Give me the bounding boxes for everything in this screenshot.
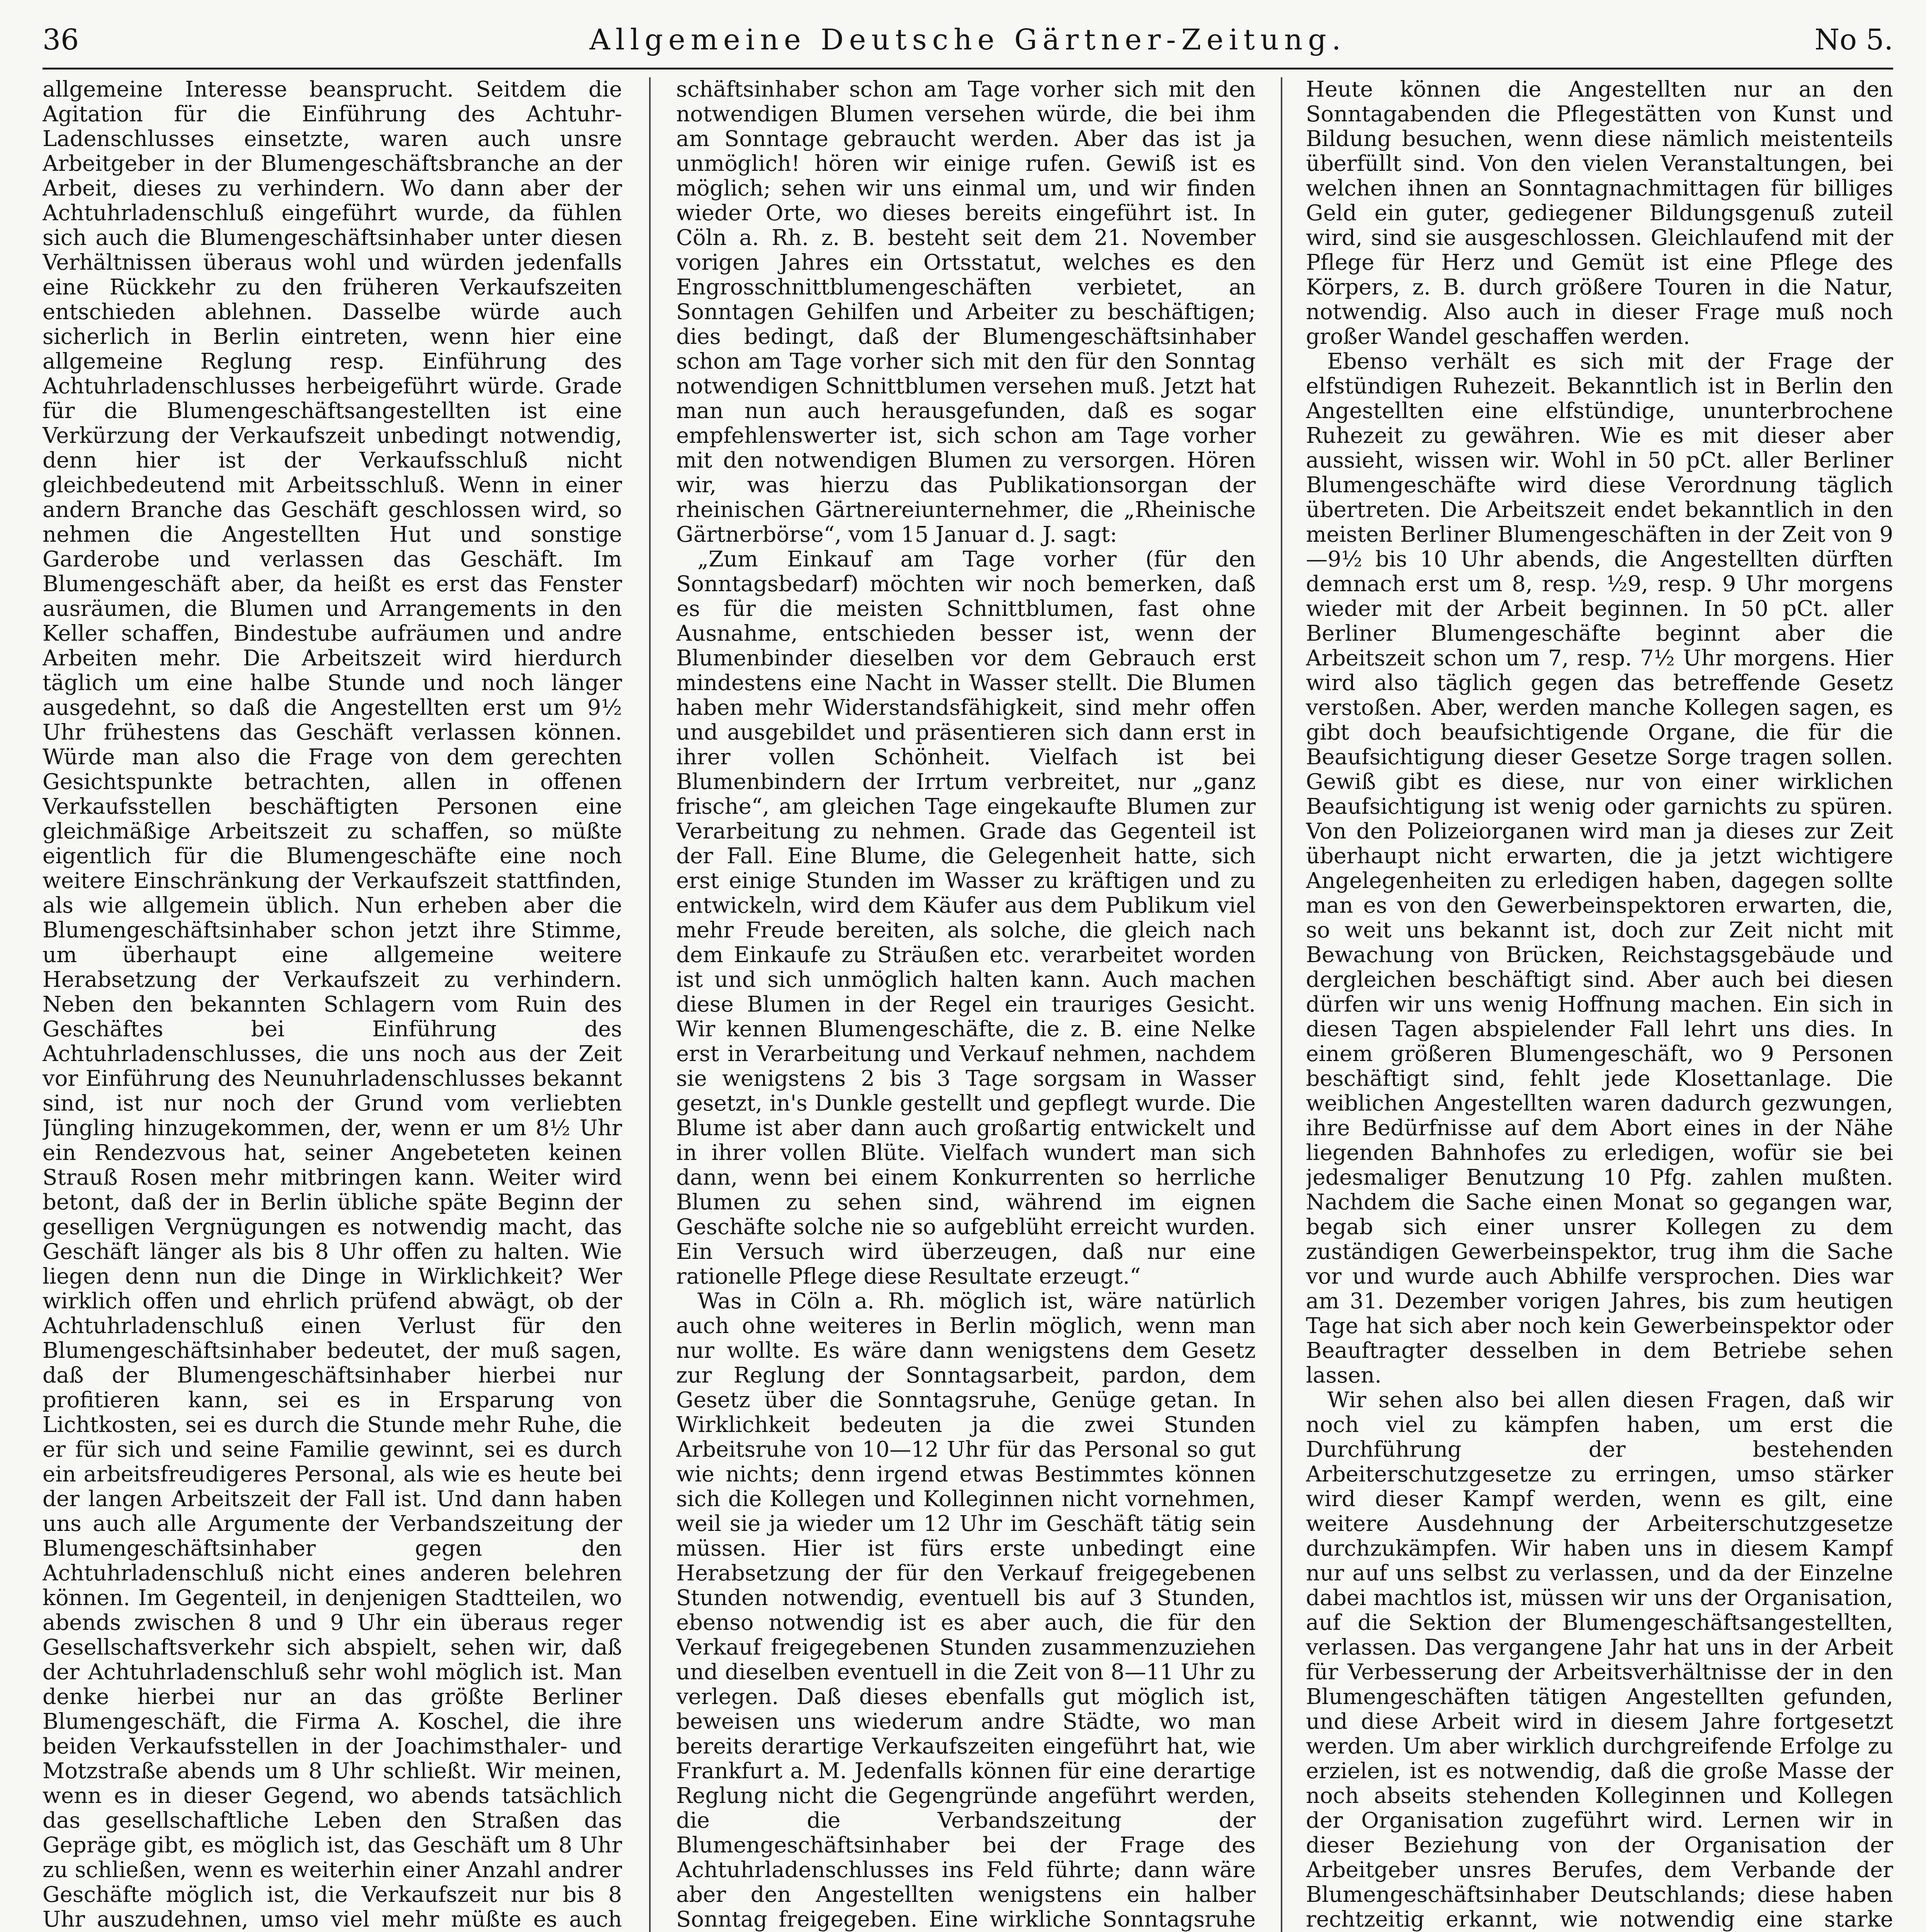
column-divider [649,77,651,1932]
article-paragraph: schäftsinhaber schon am Tage vorher sich mit den notwendigen Blumen versehen würde, die bei ihm am Sonntage gebraucht werden. Aber das ist ja unmöglich! hören wir einige rufen. Gewiß ist es möglich; sehen wir uns einmal um, und wir finden wieder Orte, wo dieses bereits eingeführt ist. In Cöln a. Rh. z. B. besteht seit dem 21. November vorigen Jahres ein Ortsstatut, welches es den Engrosschnittblumengeschäften verbietet, an Sonntagen Gehilfen und Arbeiter zu beschäftigen; dies bedingt, daß der Blumengeschäftsinhaber schon am Tage vorher sich mit den für den Sonntag notwendigen Schnittblumen versehen muß. Jetzt hat man nun auch herausgefunden, daß es sogar empfehlenswerter ist, sich schon am Tage vorher mit den notwendigen Blumen zu versorgen. Hören wir, was hierzu das Publikationsorgan der rheinischen Gärtnereiunternehmer, die „Rheinische Gärtnerbörse“, vom 15 Januar d. J. sagt: [676,77,1256,547]
column-divider [1281,77,1282,1932]
quote-paragraph: „Zum Einkauf am Tage vorher (für den Sonntagsbedarf) möchten wir noch bemerken, daß es für die meisten Schnittblumen, fast ohne Ausnahme, entschieden besser ist, wenn der Blumenbinder dieselben vor dem Gebrauch erst mindestens eine Nacht in Wasser stellt. Die Blumen haben mehr Widerstandsfähigkeit, sind mehr offen und ausgebildet und präsentieren sich dann erst in ihrer vollen Schönheit. Vielfach ist bei Blumenbindern der Irrtum verbreitet, nur „ganz frische“, am gleichen Tage eingekaufte Blumen zur Verarbeitung zu nehmen. Grade das Gegenteil ist der Fall. Eine Blume, die Gelegenheit hatte, sich erst einige Stunden im Wasser zu kräftigen und zu entwickeln, wird dem Käufer aus dem Publikum viel mehr Freude bereiten, als solche, die gleich nach dem Einkaufe zu Sträußen etc. verarbeitet worden ist und sich unmöglich halten kann. Auch machen diese Blumen in der Regel ein trauriges Gesicht. Wir kennen Blumengeschäfte, die z. B. eine Nelke erst in Verarbeitung und Verkauf nehmen, nachdem sie wenigstens 2 bis 3 Tage sorgsam in Wasser gesetzt, in's Dunkle gestellt und gepflegt wurde. Die Blume ist aber dann auch großartig entwickelt und in ihrer vollen Blüte. Vielfach wundert man sich dann, wenn bei einem Konkurrenten so herrliche Blumen zu sehen sind, während im eignen Geschäfte solche nie so aufgeblüht erreicht wurden. Ein Versuch wird überzeugen, daß nur eine rationelle Pflege diese Resultate erzeugt.“ [676,547,1256,1289]
article-paragraph: Wir sehen also bei allen diesen Fragen, daß wir noch viel zu kämpfen haben, um erst die Durchführung der bestehenden Arbeiterschutzgesetze zu erringen, umso stärker wird dieser Kampf werden, wenn es gilt, eine weitere Ausdehnung der Arbeiterschutzgesetze durchzukämpfen. Wir haben uns in diesem Kampf nur auf uns selbst zu verlassen, und da der Einzelne dabei machtlos ist, müssen wir uns der Organisation, auf die Sektion der Blumengeschäftsangestellten, verlassen. Das vergangene Jahr hat uns in der Arbeit für Verbesserung der Arbeitsverhältnisse der in den Blumengeschäften tätigen Angestellten gefunden, und diese Arbeit wird in diesem Jahre fortgesetzt werden. Um aber wirklich durchgreifende Erfolge zu erzielen, ist es notwendig, daß die große Masse der noch abseits stehenden Kolleginnen und Kollegen der Organisation zugeführt wird. Lernen wir in dieser Beziehung von der Organisation der Arbeitgeber unsres Berufes, dem Verbande der Blumengeschäftsinhaber Deutschlands; diese haben rechtzeitig erkannt, wie notwendig eine starke [1306,1388,1893,1932]
article-paragraph: Ebenso verhält es sich mit der Frage der elfstündigen Ruhezeit. Bekanntlich ist in Berlin den Angestellten eine elfstündige, ununterbrochene Ruhezeit zu gewähren. Wie es mit dieser aber aussieht, wissen wir. Wohl in 50 pCt. aller Berliner Blumengeschäfte wird diese Verordnung täglich übertreten. Die Arbeitszeit endet bekanntlich in den meisten Berliner Blumengeschäften in der Zeit von 9—9½ bis 10 Uhr abends, die Angestellten dürften demnach erst um 8, resp. ½9, resp. 9 Uhr morgens wieder mit der Arbeit beginnen. In 50 pCt. aller Berliner Blumengeschäfte beginnt aber die Arbeitszeit schon um 7, resp. 7½ Uhr morgens. Hier wird also täglich gegen das betreffende Gesetz verstoßen. Aber, werden manche Kollegen sagen, es gibt doch beaufsichtigende Organe, die für die Beaufsichtigung dieser Gesetze Sorge tragen sollen. Gewiß gibt es diese, nur von einer wirklichen Beaufsichtigung ist wenig oder garnichts zu spüren. Von den Polizeiorganen wird man ja dieses zur Zeit überhaupt nicht erwarten, die ja jetzt wichtigere Angelegenheiten zu erledigen haben, dagegen sollte man es von den Gewerbeinspektoren erwarten, die, so weit uns bekannt ist, doch zur Zeit nicht mit Bewachung von Brücken, Reichstagsgebäude und dergleichen beschäftigt sind. Aber auch bei diesen dürfen wir uns wenig Hoffnung machen. Ein sich in diesen Tagen abspielender Fall lehrt uns dies. In einem größeren Blumengeschäft, wo 9 Personen beschäftigt sind, fehlt jede Klosettanlage. Die weiblichen Angestellten waren dadurch gezwungen, ihre Bedürfnisse auf dem Abort eines in der Nähe liegenden Bahnhofes zu erledigen, wofür sie bei jedesmaliger Benutzung 10 Pfg. zahlen mußten. Nachdem die Sache einen Monat so gegangen war, begab sich einer unsrer Kollegen zu dem zuständigen Gewerbeinspektor, trug ihm die Sache vor und wurde auch Abhilfe versprochen. Dies war am 31. Dezember vorigen Jahres, bis zum heutigen Tage hat sich aber noch kein Gewerbeinspektor oder Beauftragter desselben in dem Betriebe sehen lassen. [1306,349,1893,1388]
issue-number: No 5. [1814,23,1893,56]
column-2 [676,77,1256,1932]
page-header [42,19,1893,70]
newspaper-page [42,19,1926,1932]
column-3 [1306,77,1893,1932]
page-number: 36 [42,23,79,56]
article-paragraph: Was in Cöln a. Rh. möglich ist, wäre natürlich auch ohne weiteres in Berlin möglich, wenn man nur wollte. Es wäre dann wenigstens dem Gesetz zur Reglung der Sonntagsarbeit, pardon, dem Gesetz über die Sonntagsruhe, Genüge getan. In Wirklichkeit bedeuten ja die zwei Stunden Arbeitsruhe von 10—12 Uhr für das Personal so gut wie nichts; denn irgend etwas Bestimmtes können sich die Kollegen und Kolleginnen nicht vornehmen, weil sie ja wieder um 12 Uhr im Geschäft tätig sein müssen. Hier ist fürs erste unbedingt eine Herabsetzung der für den Verkauf freigegebenen Stunden notwendig, eventuell bis auf 3 Stunden, ebenso notwendig ist es aber auch, die für den Verkauf freigegebenen Stunden zusammenzuziehen und dieselben eventuell in die Zeit von 8—11 Uhr zu verlegen. Daß dieses ebenfalls gut möglich ist, beweisen uns wiederum andre Städte, wo man bereits derartige Verkaufszeiten eingeführt hat, wie Frankfurt a. M. Jedenfalls können für eine derartige Reglung nicht die Gegengründe angeführt werden, die die Verbandszeitung der Blumengeschäftsinhaber bei der Frage des Achtuhrladenschlusses ins Feld führte; dann wäre aber den Angestellten wenigstens ein halber Sonntag freigegeben. Eine wirkliche Sonntagsruhe [676,1289,1256,1932]
newspaper-title: Allgemeine Deutsche Gärtner-Zeitung. [589,23,1346,56]
article-paragraph: Heute können die Angestellten nur an den Sonntagabenden die Pflegestätten von Kunst und Bildung besuchen, wenn diese nämlich meistenteils überfüllt sind. Von den vielen Veranstaltungen, bei welchen ihnen an Sonntagnachmittagen für billiges Geld ein guter, gediegener Bildungsgenuß zuteil wird, sind sie ausgeschlossen. Gleichlaufend mit der Pflege für Herz und Gemüt ist eine Pflege des Körpers, z. B. durch größere Touren in die Natur, notwendig. Also auch in dieser Frage muß noch großer Wandel geschaffen werden. [1306,77,1893,349]
article-paragraph: allgemeine Interesse beansprucht. Seitdem die Agitation für die Einführung des Achtuhr-Ladenschlusses einsetzte, waren auch unsre Arbeitgeber in der Blumengeschäftsbranche an der Arbeit, dieses zu verhindern. Wo dann aber der Achtuhrladenschluß eingeführt wurde, da fühlen sich auch die Blumengeschäftsinhaber unter diesen Verhältnissen überaus wohl und würden jedenfalls eine Rückkehr zu den früheren Verkaufszeiten entschieden ablehnen. Dasselbe würde auch sicherlich in Berlin eintreten, wenn hier eine allgemeine Reglung resp. Einführung des Achtuhrladenschlusses herbeigeführt würde. Grade für die Blumengeschäftsangestellten ist eine Verkürzung der Verkaufszeit unbedingt notwendig, denn hier ist der Verkaufsschluß nicht gleichbedeutend mit Arbeitsschluß. Wenn in einer andern Branche das Geschäft geschlossen wird, so nehmen die Angestellten Hut und sonstige Garderobe und verlassen das Geschäft. Im Blumengeschäft aber, da heißt es erst das Fenster ausräumen, die Blumen und Arrangements in den Keller schaffen, Bindestube aufräumen und andre Arbeiten mehr. Die Arbeitszeit wird hierdurch täglich um eine halbe Stunde und noch länger ausgedehnt, so daß die Angestellten erst um 9½ Uhr frühestens das Geschäft verlassen können. Würde man also die Frage von dem gerechten Gesichtspunkte betrachten, allen in offenen Verkaufsstellen beschäftigten Personen eine gleichmäßige Arbeitszeit zu schaffen, so müßte eigentlich für die Blumengeschäfte eine noch weitere Einschränkung der Verkaufszeit stattfinden, als wie allgemein üblich. Nun erheben aber die Blumengeschäftsinhaber schon jetzt ihre Stimme, um überhaupt eine allgemeine weitere Herabsetzung der Verkaufszeit zu verhindern. Neben den bekannten Schlagern vom Ruin des Geschäftes bei Einführung des Achtuhrladenschlusses, die uns noch aus der Zeit vor Einführung des Neunuhrladenschlusses bekannt sind, ist nur noch der Grund vom verliebten Jüngling hinzugekommen, der, wenn er um 8½ Uhr ein Rendezvous hat, seiner Angebeteten keinen Strauß Rosen mehr mitbringen kann. Weiter wird betont, daß der in Berlin übliche späte Beginn der geselligen Vergnügungen es notwendig macht, das Geschäft länger als bis 8 Uhr offen zu halten. Wie liegen denn nun die Dinge in Wirklichkeit? Wer wirklich offen und ehrlich prüfend abwägt, ob der Achtuhrladenschluß einen Verlust für den Blumengeschäftsinhaber bedeutet, der muß sagen, daß der Blumengeschäftsinhaber hierbei nur profitieren kann, sei es in Ersparung von Lichtkosten, sei es durch die Stunde mehr Ruhe, die er für sich und seine Familie gewinnt, sei es durch ein arbeitsfreudigeres Personal, als wie es heute bei der langen Arbeitszeit der Fall ist. Und dann haben uns auch alle Argumente der Verbandszeitung der Blumengeschäftsinhaber gegen den Achtuhrladenschluß nicht eines anderen belehren können. Im Gegenteil, in denjenigen Stadtteilen, wo abends zwischen 8 und 9 Uhr ein überaus reger Gesellschaftsverkehr sich abspielt, sehen wir, daß der Achtuhrladenschluß sehr wohl möglich ist. Man denke hierbei nur an das größte Berliner Blumengeschäft, die Firma A. Koschel, die ihre beiden Verkaufsstellen in der Joachimsthaler- und Motzstraße abends um 8 Uhr schließt. Wir meinen, wenn es in dieser Gegend, wo abends tatsächlich das gesellschaftliche Leben den Straßen das Gepräge gibt, es möglich ist, das Geschäft um 8 Uhr zu schließen, wenn es weiterhin einer Anzahl andrer Geschäfte möglich ist, die Verkaufszeit nur bis 8 Uhr auszudehnen, umso viel mehr müßte es auch [42,77,622,1932]
column-1 [42,77,622,1932]
